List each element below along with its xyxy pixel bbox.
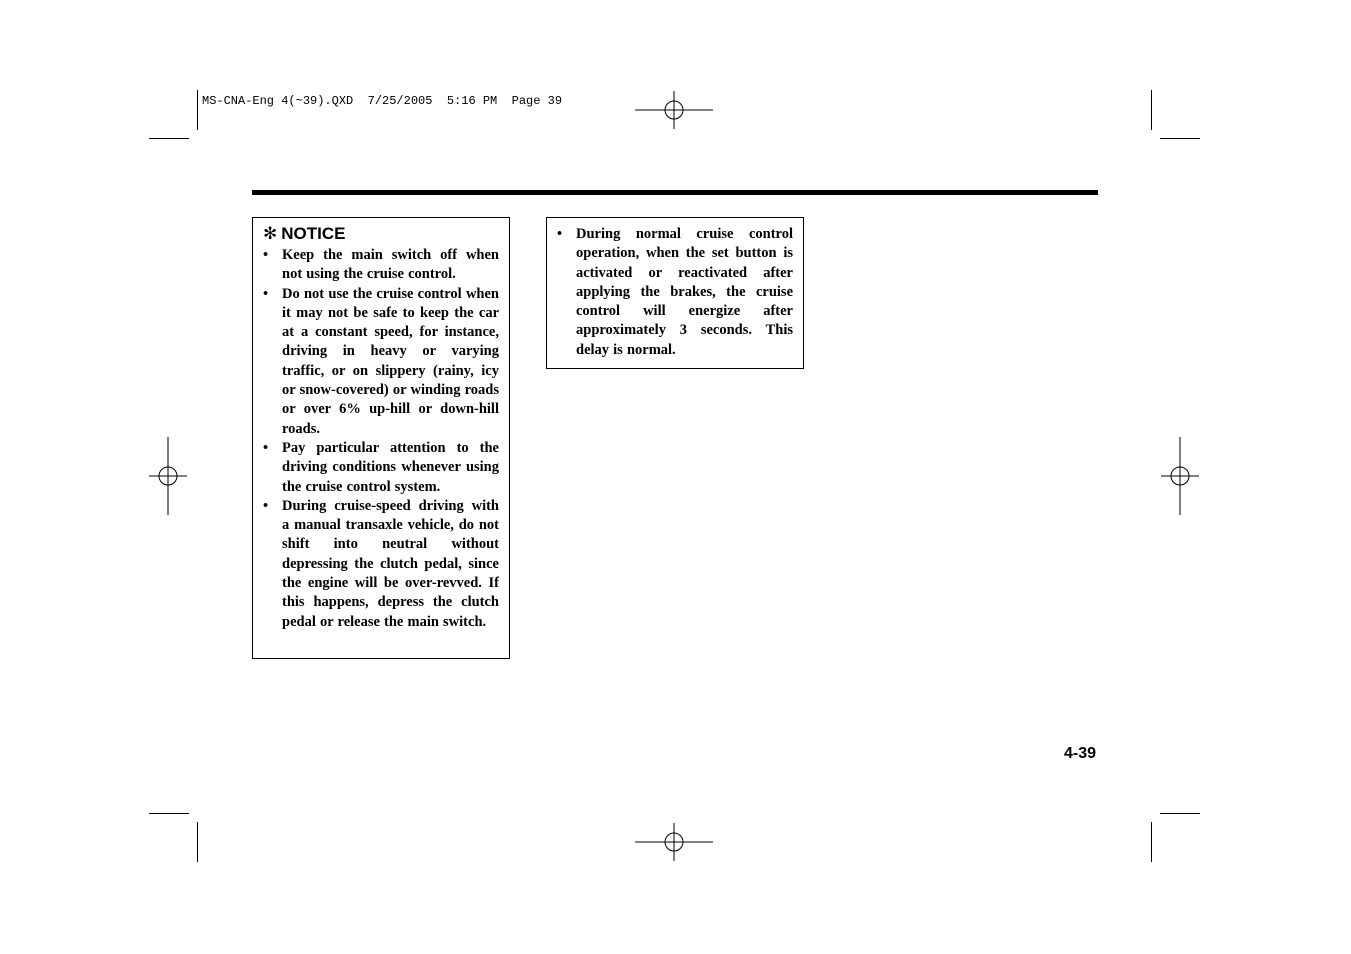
- crop-mark-top-left-v: [197, 90, 198, 130]
- registration-mark-bottom-icon: [635, 803, 713, 881]
- bullet: •: [263, 247, 269, 263]
- notice-box: [252, 217, 510, 659]
- header-rule: [252, 190, 1098, 195]
- crop-mark-bottom-left-h: [149, 813, 189, 814]
- info-item-text: During normal cruise control operation, when the set button is activated or reactivated after applying the brakes, the cruise control will energize after approximately 3 seconds. This delay is normal.: [576, 226, 793, 358]
- registration-mark-top-icon: [635, 71, 713, 149]
- notice-asterisk-icon: ✻: [263, 224, 278, 243]
- notice-item: [263, 246, 499, 285]
- notice-item-text: Keep the main switch off when not using the cruise control.: [282, 247, 499, 283]
- notice-item-text: Do not use the cruise control when it may not be safe to keep the car at a constant speed, for instance, driving in heavy or varying traffic, or on slippery (rainy, icy or snow-covered) or winding roads or over 6% up-hill or down-hill roads.: [282, 285, 499, 437]
- notice-list: [263, 246, 499, 632]
- info-item: [557, 225, 793, 360]
- info-list: [557, 225, 793, 360]
- notice-heading: [263, 224, 499, 244]
- notice-item: [263, 285, 499, 439]
- bullet: •: [263, 285, 269, 302]
- notice-item: [263, 439, 499, 497]
- registration-mark-right-icon: [1141, 437, 1219, 515]
- notice-item: [263, 497, 499, 632]
- crop-mark-top-right-v: [1151, 90, 1152, 130]
- registration-mark-left-icon: [129, 437, 207, 515]
- bullet: •: [263, 497, 269, 514]
- info-box: [546, 217, 804, 369]
- crop-mark-top-right-h: [1160, 138, 1200, 139]
- crop-mark-bottom-left-v: [197, 822, 198, 862]
- crop-mark-bottom-right-v: [1151, 822, 1152, 862]
- notice-item-text: Pay particular attention to the driving conditions whenever using the cruise control system.: [282, 439, 499, 495]
- print-slug-line: MS-CNA-Eng 4(~39).QXD 7/25/2005 5:16 PM Page 39: [202, 94, 563, 108]
- notice-item-text: During cruise-speed driving with a manual transaxle vehicle, do not shift into neutral without depressing the clutch pedal, since the engine will be over-revved. If this happens, depress the clutch pedal or release the main switch.: [282, 497, 499, 630]
- page-number: 4-39: [1064, 745, 1097, 762]
- bullet: •: [557, 226, 563, 242]
- crop-mark-bottom-right-h: [1160, 813, 1200, 814]
- notice-title: NOTICE: [281, 224, 346, 243]
- bullet: •: [263, 439, 269, 456]
- crop-mark-top-left-h: [149, 138, 189, 139]
